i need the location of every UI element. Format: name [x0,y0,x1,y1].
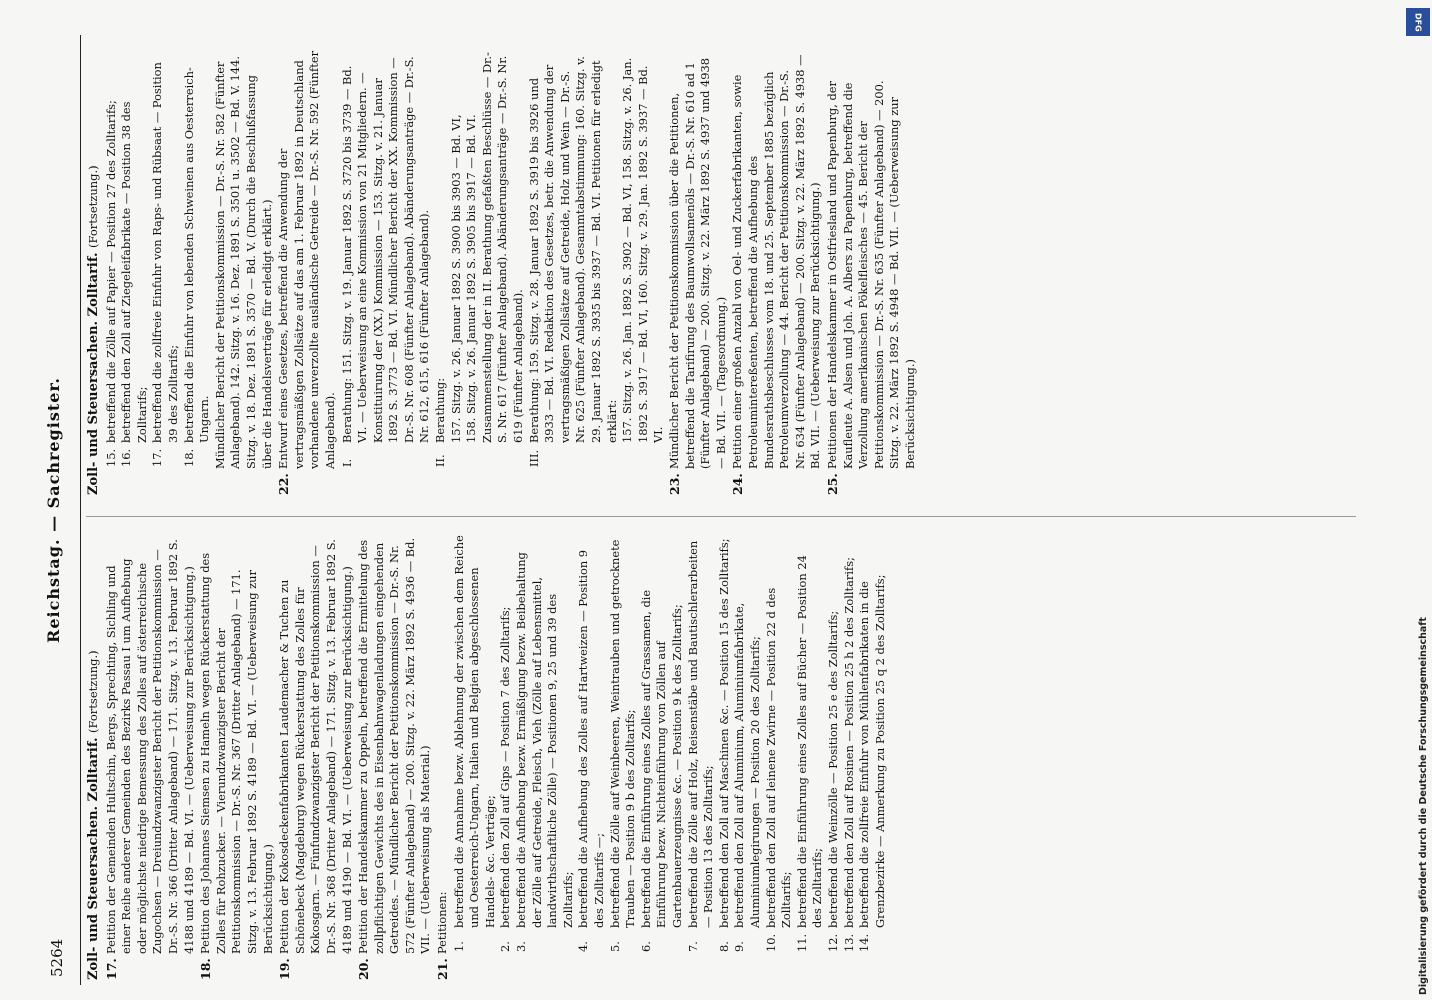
subentry-text: betreffend die Zölle auf Papier — Position 27 des Zolltarifs; [103,100,118,443]
subentry-text: betreffend die Aufhebung des Zolles auf Hartweizen — Position 9 des Zolltarifs —; [576,549,606,928]
subentry-text: betreffend die Zölle auf Holz, Reisenstäbe und Bautischlerarbeiten — Position 13 des Zolltarifs; [685,540,716,928]
entry-number: 22. [276,473,292,495]
reading-number: I. [339,458,354,467]
subentry-number: 10. [763,933,778,952]
entry-text: Petition der Handelskammer zu Oppeln, betreffend die Ermittelung des zollpflichtigen Gewichts des in Eisenbahnwagenladungen eingehenden Getreides. — Mündlicher Bericht der Petitionskommission — Dr.-S. Nr. 572 (Fünfter Anlageband) — 200. Sitzg. v. 22. März 1892 S. 4936 — Bd. VII. — (Ueberweisung als Material.) [356,537,433,954]
entry-text: Mündlicher Bericht der Petitionskommission — Dr.-S. Nr. 582 (Fünfter Anlageband). 142. Sitzg. v. 16. Dez. 1891 S. 3501 u. 3502 — Bd. V. 144. Sitzg. v. 18. Dez. 1891 S. 3570 — Bd. V. (Durch die Beschlußfassung über die Handelsverträge für erledigt erklärt.) [212,56,274,469]
subentry-number: 17. [150,448,165,467]
subentry-text: betreffend den Zoll auf leinene Zwirne — Position 22 d des Zolltarifs; [763,587,794,928]
subentry-text: betreffend den Zoll auf Gips — Position 7 des Zolltarifs; [498,606,513,928]
subentry-number: 8. [716,941,731,952]
entry-19 [277,535,355,980]
entry-18 [198,535,276,980]
subentry-text: betreffend die Einfuhr von lebenden Schweinen aus Oesterreich-Ungarn. [181,67,212,443]
entry-21 [435,535,451,980]
subentry-number: 15. [103,448,118,467]
subentry-number: 14. [857,933,872,952]
entry-number: 25. [824,473,840,495]
subentry-text: betreffend die zollfreie Einfuhr von Mühlenfabrikaten in die Grenzbezirke — Anmerkung zu Position 25 q 2 des Zolltarifs; [857,574,887,928]
digitization-strip [1404,0,1432,1000]
subentry-number: 6. [638,941,653,952]
subentry-text: betreffend die zollfreie Einfuhr von Raps- und Rübsaat — Position 39 des Zolltarifs; [150,62,180,443]
entry-24 [730,50,824,495]
subentry-11 [795,535,826,980]
reading-1 [340,50,434,495]
left-column-heading [86,535,102,980]
entry-text: Petition einer großen Anzahl von Oel- und Zuckerfabrikanten, sowie Petroleumintereßenten, betreffend die Aufhebung des Bundesrathsbeschlusses vom 18. und 25. September 1885 bezüglich Petroleumverzollung — 44. Bericht der Petitionskommission — Dr.-S. Nr. 634 (Fünfter Anlageband) — 200. Sitzg. v. 22. März 1892 S. 4938 — Bd. VII. — (Ueberweisung zur Berücksichtigung.) [730,54,823,469]
entry-25 [825,50,919,495]
subentry-number: 11. [794,933,809,952]
subentry-number: 3. [514,941,529,952]
reading-3-petitions: 157. Sitzg. v. 26. Jan. 1892 S. 3902 — Bd. VI, 158. Sitzg. v. 26. Jan. 1892 S. 3917 — Bd. VI, 160. Sitzg. v. 29. Jan. 1892 S. 3937 — Bd. VI. [620,57,666,443]
subentry-3 [514,535,576,980]
subentry-number: 7. [685,941,700,952]
entry-text: Petition des Johannes Siemsen zu Hameln wegen Rückerstattung des Zolles für Rohzucker. — Vierundzwanzigster Bericht der Petitionskommission — Dr.-S. Nr. 367 (Dritter Anlageband) — 171. Sitzg. v. 13. Februar 1892 S. 4189 — Bd. VI. — (Ueberweisung zur Berücksichtigung.) [198,552,275,954]
reading-number: III. [526,449,541,467]
reading-2-sitting-158: 158. Sitzg. v. 26. Januar 1892 S. 3905 bis 3917 — Bd. VI. Zusammenstellung der in II. Berathung gefaßten Beschlüsse — Dr.-S. Nr. 617 (Fünfter Anlageband). Abänderungsanträge — Dr.-S. Nr. 619 (Fünfter Anlageband). [464,52,526,443]
page-number: 5264 [48,938,66,977]
subentry-number: 12. [825,933,840,952]
subentry-number: 9. [732,941,747,952]
entry-20 [356,535,434,980]
subentry-18 [182,50,213,495]
right-column [86,50,919,495]
page-title: Reichstag. — Sachregister. [44,377,63,643]
reading-2-sitting-157: 157. Sitzg. v. 26. Januar 1892 S. 3900 bis 3903 — Bd. VI, [448,114,463,443]
subentry-number: 18. [181,448,196,467]
entry-17 [104,535,198,980]
dfg-logo: DFG [1406,8,1430,36]
entry-text: Petition der Kokosdeckenfabrikanten Laudemacher & Tuchen zu Schönebeck (Magdeburg) wegen Rückerstattung des Zolles für Kokosgarn. — Fünfundzwanzigster Bericht der Petitionskommission — Dr.-S. Nr. 368 (Dritter Anlageband) — 171. Sitzg. v. 13. Februar 1892 S. 4189 und 4190 — Bd. VI. — (Ueberweisung zur Berücksichtigung.) [277,539,354,954]
subentry-text: betreffend den Zoll auf Rosinen — Position 25 h 2 des Zolltarifs; [841,557,856,928]
subentry-number: 16. [119,448,134,467]
subentry-number: 1. [451,941,466,952]
reading-number: II. [433,454,448,467]
entry-text: Petitionen: [435,891,450,954]
entry-text: Mündlicher Bericht der Petitionskommission über die Petitionen, betreffend die Tarifirung des Baumwollsamenöls — Dr.-S. Nr. 610 ad 1 (Fünfter Anlageband) — 200. Sitzg. v. 22. März 1892 S. 4937 und 4938 — Bd. VII. — (Tagesordnung.) [666,58,728,469]
subentry-12 [826,535,842,980]
subentry-number: 13. [841,933,856,952]
subentry-6 [639,535,686,980]
entry-23 [667,50,729,495]
subentry-14 [857,535,888,980]
subentry-17 [150,50,181,495]
subentry-text: betreffend die Zölle auf Weinbeeren, Weintrauben und getrocknete Trauben — Position 9 b des Zolltarifs; [607,539,638,928]
entry-number: 18. [198,958,214,980]
subentry-number: 5. [607,941,622,952]
subentry-text: betreffend die Einführung eines Zolles auf Grassamen, die Einführung bezw. Nichteinführung von Zöllen auf Gartenbauerzeugnisse &c. — Position 9 k des Zolltarifs; [638,589,684,928]
heading-continuation: (Fortsetzung.) [86,165,100,248]
column-divider [86,516,1356,517]
reading-text: Berathung: 159. Sitzg. v. 28. Januar 1892 S. 3919 bis 3926 und 3933 — Bd. VI. Redaktion des Gesetzes, betr. die Anwendung der vertragsmäßigen Zollsätze auf Getreide, Holz und Wein — Dr.-S. Nr. 625 (Fünfter Anlageband). Gesammtabstimmung: 160. Sitzg. v. 29. Januar 1892 S. 3935 bis 3937 — Bd. VI. Petitionen für erledigt erklärt: [526,56,619,443]
entry-number: 19. [277,958,293,980]
page-header [40,35,81,985]
subentry-2 [498,535,514,980]
entry-number: 23. [666,473,682,495]
subentry-number: 2. [498,941,513,952]
entry-number: 20. [356,958,372,980]
subentry-text: betreffend die Weinzölle — Position 25 e des Zolltarifs; [825,610,840,928]
subentry-9 [732,535,763,980]
subentry-text: betreffend die Annahme bezw. Ablehnung der zwischen dem Reiche und Oesterreich-Ungarn, Italien und Belgien abgeschlossenen Handels- &c. Verträge; [451,535,497,928]
subentry-text: betreffend den Zoll auf Maschinen &c. — Position 15 des Zolltarifs; [716,538,731,928]
entry-text: Entwurf eines Gesetzes, betreffend die Anwendung der vertragsmäßigen Zollsätze auf das am 1. Februar 1892 in Deutschland vorhandene unverzollte ausländische Getreide — Dr.-S. Nr. 592 (Fünfter Anlageband). [276,50,337,469]
subentry-4 [576,535,607,980]
entry-text: Petition der Gemeinden Hultschin, Bergs, Sprechting, Sichling und einer Reihe anderer Gemeinden des Bezirks Passau I um Aufhebung oder möglichste niedrige Bemessung des Zolles auf österreichische Zugochsen — Dreiundzwanzigster Bericht der Petitionskommission — Dr.-S. Nr. 366 (Dritter Anlageband) — 171. Sitzg. v. 13. Februar 1892 S. 4188 und 4189 — Bd. VI. — (Ueberweisung zur Berücksichtigung.) [103,539,196,954]
subentry-text: betreffend den Zoll auf Aluminium, Aluminiumfabrikate, Aluminiumlegirungen — Position 20 des Zolltarifs; [732,602,762,928]
entry-number: 21. [435,958,451,980]
entry-21-report [213,50,275,495]
entry-number: 17. [103,958,119,980]
subentry-5 [608,535,639,980]
right-column-heading [86,50,102,495]
reading-text: Berathung: [433,377,448,443]
subentry-text: betreffend die Aufhebung bezw. Ermäßigung bezw. Beibehaltung der Zölle auf Getreide, Fleisch, Vieh (Zölle auf Lebensmittel, landwirthschaftliche Zölle) — Positionen 9, 25 und 39 des Zolltarifs; [514,552,575,928]
left-column [86,535,888,980]
subentry-7 [686,535,717,980]
digitization-notice: Digitalisierung gefördert durch die Deutsche Forschungsgemeinschaft [1418,617,1429,995]
entry-text: Petitionen der Handelskammer in Ostfriesland und Papenburg, der Kaufleute A. Alsen und Joh. A. Albers zu Papenburg, betreffend die Verzollung amerikanischen Pökelfleisches — 45. Bericht der Petitionskommission — Dr.-S. Nr. 635 (Fünfter Anlageband) — 200. Sitzg. v. 22. März 1892 S. 4948 — Bd. VII. — (Ueberweisung zur Berücksichtigung.) [824,80,917,469]
rotated-document-page [40,35,1370,985]
heading-text: Zoll- und Steuersachen. Zolltarif. [86,737,101,980]
subentry-text: betreffend den Zoll auf Ziegeleifabrikate — Position 38 des Zolltarifs; [119,101,149,443]
subentry-13 [842,535,858,980]
subentry-10 [764,535,795,980]
subentry-1 [452,535,499,980]
reading-text: Berathung: 151. Sitzg. v. 19. Januar 1892 S. 3720 bis 3739 — Bd. VI. — Ueberweisung an eine Kommission von 21 Mitgliedern. — Konstituirung der (XX.) Kommission — 153. Sitzg. v. 21. Januar 1892 S. 3773 — Bd. VI. Mündlicher Bericht der XX. Kommission — Dr.-S. Nr. 608 (Fünfter Anlageband). Abänderungsanträge — Dr.-S. Nr. 612, 615, 616 (Fünfter Anlageband). [339,56,432,443]
entry-number: 24. [730,473,746,495]
heading-continuation: (Fortsetzung.) [86,650,100,733]
subentry-8 [717,535,733,980]
subentry-text: betreffend die Einführung eines Zolles auf Bücher — Position 24 des Zolltarifs; [794,555,825,928]
subentry-number: 4. [576,941,591,952]
reading-3 [527,50,621,495]
heading-text: Zoll- und Steuersachen. Zolltarif. [86,252,101,495]
reading-2 [433,50,449,495]
entry-22 [276,50,338,495]
subentry-16 [119,50,150,495]
subentry-15 [104,50,120,495]
